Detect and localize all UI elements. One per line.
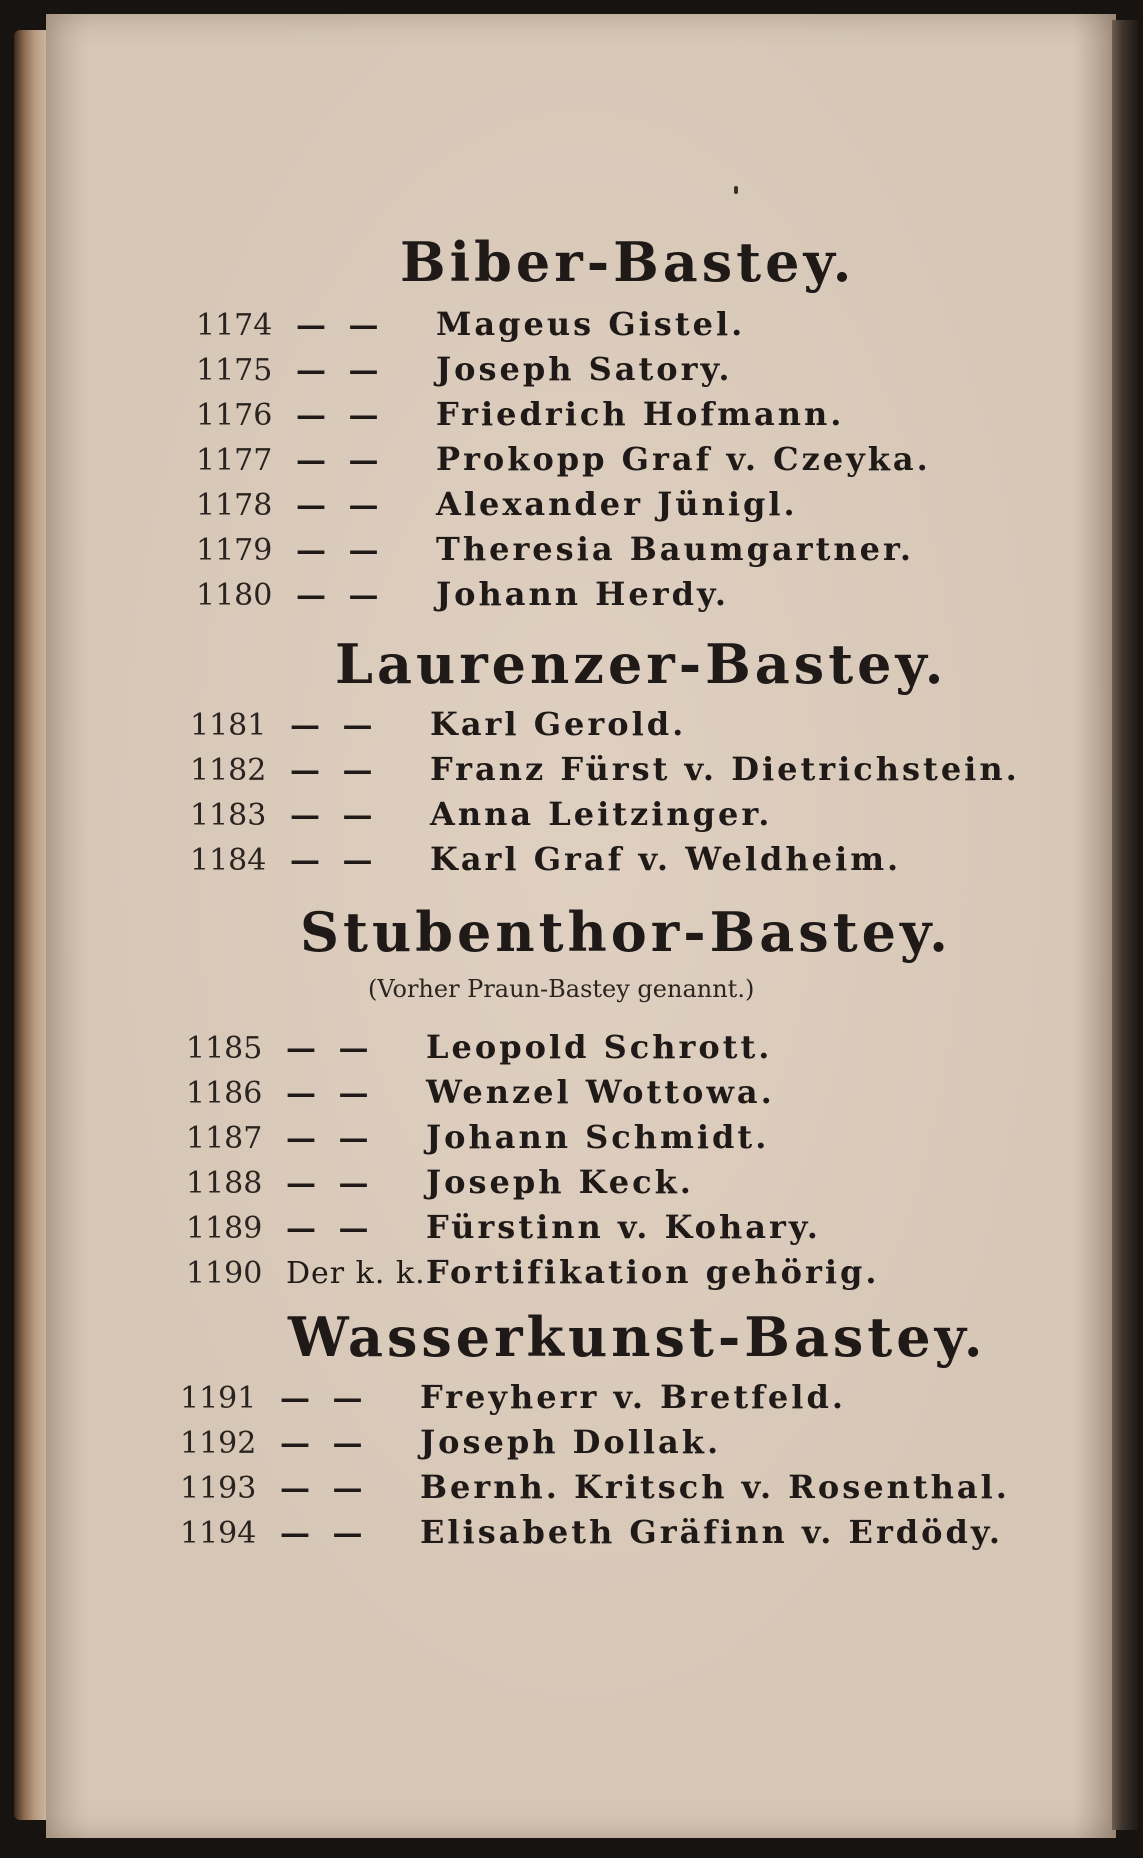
section-heading-biber: Biber-Bastey. — [400, 230, 856, 294]
ditto-dash: — — — [290, 843, 379, 878]
house-number: 1175 — [196, 353, 273, 388]
house-number: 1176 — [196, 398, 273, 433]
list-item — [186, 1073, 775, 1113]
ditto-dash: — — — [296, 353, 385, 388]
owner-prefix: Der k. k. — [286, 1256, 426, 1291]
ditto-dash: — — — [296, 443, 385, 478]
list-item — [196, 305, 745, 345]
house-number: 1188 — [186, 1166, 263, 1201]
house-number: 1187 — [186, 1121, 263, 1156]
house-number: 1182 — [190, 753, 267, 788]
list-item — [190, 840, 901, 880]
list-item — [180, 1513, 1003, 1553]
section-heading-laurenzer: Laurenzer-Bastey. — [335, 632, 948, 696]
section-note: (Vorher Praun-Bastey genannt.) — [368, 975, 755, 1003]
owner-name: Prokopp Graf v. Czeyka. — [436, 440, 931, 478]
list-item — [190, 705, 686, 745]
house-number: 1180 — [196, 578, 273, 613]
owner-name: Freyherr v. Bretfeld. — [420, 1378, 846, 1416]
house-number: 1184 — [190, 843, 267, 878]
ditto-dash: — — — [286, 1076, 375, 1111]
house-number: 1191 — [180, 1381, 257, 1416]
owner-name: Wenzel Wottowa. — [426, 1073, 775, 1111]
ditto-dash: — — — [296, 488, 385, 523]
owner-name: Alexander Jünigl. — [436, 485, 798, 523]
house-number: 1185 — [186, 1031, 263, 1066]
house-number: 1179 — [196, 533, 273, 568]
ditto-dash: — — — [280, 1381, 369, 1416]
section-heading-stubenthor: Stubenthor-Bastey. — [300, 900, 952, 964]
owner-name: Johann Herdy. — [436, 575, 730, 613]
house-number: 1194 — [180, 1516, 257, 1551]
list-item — [180, 1423, 721, 1463]
ditto-dash: — — — [296, 398, 385, 433]
list-item — [196, 485, 798, 525]
list-item — [190, 795, 772, 835]
list-item — [186, 1118, 769, 1158]
owner-name: Karl Graf v. Weldheim. — [430, 840, 902, 878]
owner-name: Anna Leitzinger. — [430, 795, 773, 833]
ditto-dash: — — — [296, 533, 385, 568]
owner-name: Joseph Dollak. — [420, 1423, 722, 1461]
ditto-dash: — — — [286, 1211, 375, 1246]
ditto-dash: — — — [290, 708, 379, 743]
section-heading-wasserkunst: Wasserkunst-Bastey. — [288, 1305, 987, 1369]
list-item — [196, 350, 733, 390]
owner-name: Joseph Satory. — [436, 350, 733, 388]
list-item — [186, 1028, 772, 1068]
owner-name: Friedrich Hofmann. — [436, 395, 845, 433]
owner-name: Fürstinn v. Kohary. — [426, 1208, 821, 1246]
list-item — [180, 1468, 1010, 1508]
ditto-dash: — — — [296, 578, 385, 613]
ditto-dash: — — — [290, 753, 379, 788]
house-number: 1174 — [196, 308, 273, 343]
owner-name: Franz Fürst v. Dietrichstein. — [430, 750, 1020, 788]
ditto-dash: — — — [296, 308, 385, 343]
list-item — [196, 395, 844, 435]
list-item — [186, 1253, 880, 1293]
owner-name: Joseph Keck. — [426, 1163, 694, 1201]
list-item — [196, 530, 914, 570]
list-item — [196, 575, 729, 615]
house-number: 1192 — [180, 1426, 257, 1461]
owner-name: Johann Schmidt. — [426, 1118, 770, 1156]
ditto-dash: — — — [286, 1166, 375, 1201]
owner-name: Theresia Baumgartner. — [436, 530, 915, 568]
owner-name: Bernh. Kritsch v. Rosenthal. — [420, 1468, 1010, 1506]
ditto-dash: — — — [286, 1031, 375, 1066]
owner-name: Elisabeth Gräfinn v. Erdödy. — [420, 1513, 1003, 1551]
house-number: 1178 — [196, 488, 273, 523]
owner-name: Fortifikation gehörig. — [426, 1253, 880, 1291]
list-item — [190, 750, 1020, 790]
list-item — [196, 440, 931, 480]
house-number: 1181 — [190, 708, 267, 743]
ditto-dash: — — — [280, 1426, 369, 1461]
owner-name: Karl Gerold. — [430, 705, 687, 743]
house-number: 1190 — [186, 1256, 263, 1291]
list-item — [186, 1208, 821, 1248]
ditto-dash: — — — [286, 1121, 375, 1156]
house-number: 1177 — [196, 443, 273, 478]
house-number: 1193 — [180, 1471, 257, 1506]
ditto-dash: — — — [290, 798, 379, 833]
list-item — [186, 1163, 694, 1203]
house-number: 1186 — [186, 1076, 263, 1111]
ditto-dash: — — — [280, 1516, 369, 1551]
owner-name: Mageus Gistel. — [436, 305, 746, 343]
house-number: 1189 — [186, 1211, 263, 1246]
list-item — [180, 1378, 846, 1418]
house-number: 1183 — [190, 798, 267, 833]
owner-name: Leopold Schrott. — [426, 1028, 773, 1066]
ditto-dash: — — — [280, 1471, 369, 1506]
